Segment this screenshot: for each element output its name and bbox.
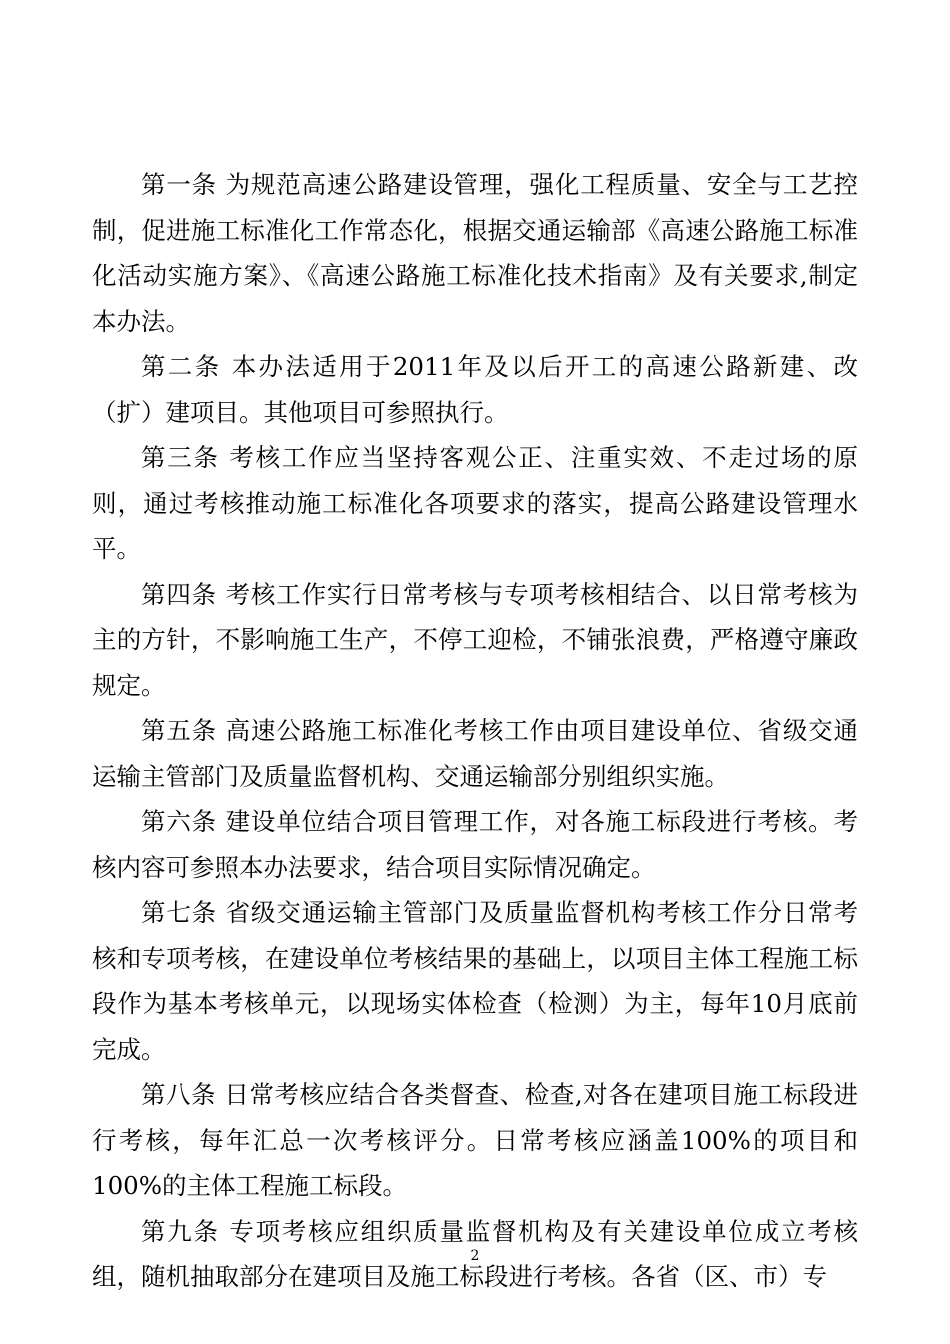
page-number: 2 [470,1248,480,1264]
article-2: 第二条 本办法适用于2011年及以后开工的高速公路新建、改（扩）建项目。其他项目可参照执行。 [92,352,858,427]
article-9: 第九条 专项考核应组织质量监督机构及有关建设单位成立考核组，随机抽取部分在建项目及施工标段进行考核。各省（区、市）专 [92,1216,858,1291]
article-8: 第八条 日常考核应结合各类督查、检查,对各在建项目施工标段进行考核，每年汇总一次考核评分。日常考核应涵盖100%的项目和100%的主体工程施工标段。 [92,1080,858,1200]
article-4: 第四条 考核工作实行日常考核与专项考核相结合、以日常考核为主的方针，不影响施工生产，不停工迎检，不铺张浪费，严格遵守廉政规定。 [92,579,858,700]
article-1: 第一条 为规范高速公路建设管理，强化工程质量、安全与工艺控制，促进施工标准化工作常态化，根据交通运输部《高速公路施工标准化活动实施方案》、《高速公路施工标准化技术指南》及有关要求,制定本办法。 [92,170,858,336]
article-5: 第五条 高速公路施工标准化考核工作由项目建设单位、省级交通运输主管部门及质量监督机构、交通运输部分别组织实施。 [92,716,858,791]
article-6: 第六条 建设单位结合项目管理工作，对各施工标段进行考核。考核内容可参照本办法要求，结合项目实际情况确定。 [92,807,858,882]
article-3: 第三条 考核工作应当坚持客观公正、注重实效、不走过场的原则，通过考核推动施工标准化各项要求的落实，提高公路建设管理水平。 [92,443,858,563]
article-7: 第七条 省级交通运输主管部门及质量监督机构考核工作分日常考核和专项考核，在建设单位考核结果的基础上，以项目主体工程施工标段作为基本考核单元，以现场实体检查（检测）为主，每年10月底前完成。 [92,898,858,1064]
document-body [92,162,858,1300]
